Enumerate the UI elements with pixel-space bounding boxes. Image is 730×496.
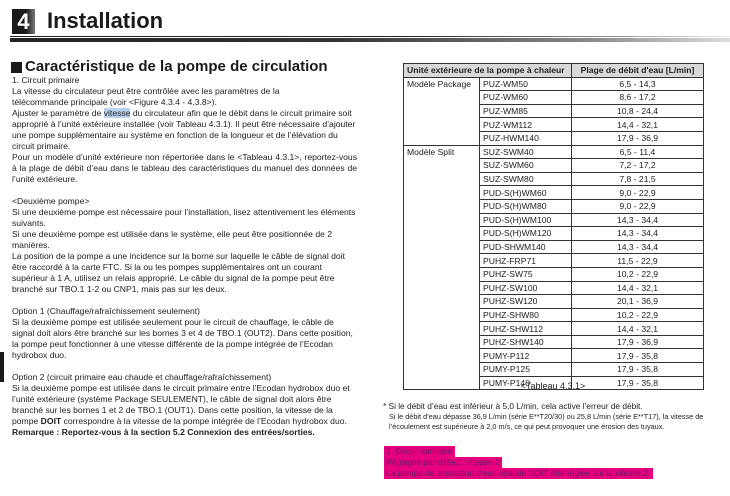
table-header-row [404, 64, 704, 78]
table-cell-range: 17,9 - 36,9 [572, 131, 704, 145]
table-group-label: Modèle Split [404, 145, 480, 390]
left-column-text [12, 75, 357, 438]
table-cell-range: 6,5 - 11,4 [572, 145, 704, 159]
note-erosion: Si le débit d’eau dépasse 36,9 L/min (série E**T20/30) ou 25,8 L/min (série E**T17), la vitesse de l’écoulement est supérieure à 2,0 m/s, ce qui peut provoquer une érosion des tuyaux. [389, 412, 704, 431]
paragraph-6: La position de la pompe a une incidence sur la borne sur laquelle le câble de signal doit être raccordé à la carte FTC. Si la ou les pompes supplémentaires ont un courant supérieur à 1 A, utilisez un relais approprié. Le câble du signal de la pompe peut être branché sur TBO.1 1-2 ou CNP1, mais pas sur les deux. [12, 251, 345, 294]
table-cell-model: PUMY-P125 [480, 363, 572, 377]
table-cell-model: PUD-S(H)WM80 [480, 199, 572, 213]
table-cell-model: PUHZ-SW75 [480, 267, 572, 281]
table-cell-model: PUHZ-FRP71 [480, 254, 572, 268]
table-cell-model: PUHZ-SW120 [480, 295, 572, 309]
header-rule-thick [10, 38, 730, 42]
table-group-label: Modèle Package [404, 77, 480, 145]
option-1-text: Si la deuxième pompe est utilisée seulement pour le circuit de chauffage, le câble de signal doit alors être branché sur les bornes 3 et 4 de TBO.1 (OUT2). Dans cette position, la pompe peut fonctionner à une vitesse différente de la pompe intégrée de l’Ecodan hydrobox duo. [12, 317, 353, 360]
table-cell-range: 10,2 - 22,9 [572, 308, 704, 322]
flow-rate-table [403, 63, 704, 390]
table-header-unit: Unité extérieure de la pompe à chaleur [404, 64, 572, 78]
table-row [404, 145, 704, 159]
table-cell-model: PUMY-P140 [480, 376, 572, 390]
table-cell-range: 14,4 - 32,1 [572, 322, 704, 336]
table-cell-model: PUD-S(H)WM100 [480, 213, 572, 227]
table-cell-range: 17,9 - 35,8 [572, 349, 704, 363]
table-cell-model: SUZ-SWM40 [480, 145, 572, 159]
selected-word-vitesse[interactable]: vitesse [103, 108, 131, 118]
chapter-number-badge: 4 [12, 9, 35, 34]
table-cell-range: 14,3 - 34,4 [572, 213, 704, 227]
table-cell-range: 10,2 - 22,9 [572, 267, 704, 281]
note-flow-error: * Si le débit d’eau est inférieur à 5,0 L/min, cela active l’erreur de débit. [383, 401, 643, 411]
option-2-text [12, 383, 357, 427]
table-cell-model: PUD-S(H)WM60 [480, 186, 572, 200]
paragraph-2 [12, 108, 357, 152]
table-cell-model: PUMY-P112 [480, 349, 572, 363]
paragraph-1-line-1: La vitesse du circulateur peut être contrôlée avec les paramètres de la [12, 86, 280, 96]
table-cell-model: PUD-SHWM140 [480, 240, 572, 254]
table-cell-range: 14,3 - 34,4 [572, 227, 704, 241]
table-cell-model: PUHZ-SHW140 [480, 335, 572, 349]
table-cell-range: 14,3 - 34,4 [572, 240, 704, 254]
section-title: Caractéristique de la pompe de circulation [25, 58, 328, 75]
table-cell-range: 7,8 - 21,5 [572, 172, 704, 186]
table-cell-model: PUD-S(H)WM120 [480, 227, 572, 241]
table-cell-model: PUZ-WM60 [480, 91, 572, 105]
remark: Remarque : Reportez-vous à la section 5.2 Connexion des entrées/sorties. [12, 427, 315, 437]
table-cell-model: SUZ-SWM80 [480, 172, 572, 186]
table-cell-range: 8,6 - 17,2 [572, 91, 704, 105]
paragraph-4: Si une deuxième pompe est nécessaire pour l’installation, lisez attentivement les éléments suivants. [12, 207, 356, 228]
table-cell-model: PUZ-WM50 [480, 77, 572, 91]
section-bullet-icon [11, 62, 22, 73]
option-2-text-post: correspondre à la vitesse de la pompe intégrée de l’Ecodan hydrobox duo. [61, 416, 347, 426]
highlighted-line-default-settings[interactable]: Réglages par défaut: Vitesse 2 [384, 457, 502, 468]
table-cell-range: 17,9 - 36,9 [572, 335, 704, 349]
table-cell-range: 20,1 - 36,9 [572, 295, 704, 309]
table-cell-model: PUHZ-SHW80 [480, 308, 572, 322]
table-cell-range: 7,2 - 17,2 [572, 159, 704, 173]
option-2-text-pre: Si la deuxième pompe est utilisée dans le circuit primaire entre l’Ecodan hydrobox duo et l’unité extérieure (système Package SEULEMENT), le câble de signal doit alors être branché sur les bornes 1 et 2 de TBO.1 (OUT1). Dans cette position, la vitesse de la pompe [12, 383, 350, 426]
table-cell-model: PUHZ-SHW112 [480, 322, 572, 336]
chapter-title: Installation [47, 8, 164, 33]
table-cell-range: 14,4 - 32,1 [572, 281, 704, 295]
highlighted-line-circuit-sanitaire[interactable]: 2. Circuit sanitaire [384, 446, 455, 457]
table-cell-range: 10,8 - 24,4 [572, 104, 704, 118]
paragraph-1-line-2: télécommande principale (voir <Figure 4.3.4 - 4.3.8>). [12, 97, 217, 107]
paragraph-2-post: du circulateur afin que le débit dans le circuit primaire soit approprié à l’unité extérieure installée (voir Tableau 4.3.1). Il peut être nécessaire d’ajouter une pompe supplémentaire au système en fonction de la longueur et de l’élévation du circuit primaire. [12, 108, 356, 151]
page-edge-tab [0, 352, 4, 382]
table-header-range: Plage de débit d'eau [L/min] [572, 64, 704, 78]
table-cell-range: 9,0 - 22,9 [572, 199, 704, 213]
table-cell-model: PUZ-HWM140 [480, 131, 572, 145]
deuxieme-pompe-heading: <Deuxième pompe> [12, 196, 90, 206]
table-row [404, 77, 704, 91]
circuit-primaire-heading: 1. Circuit primaire [12, 75, 80, 85]
table-cell-range: 17,9 - 35,8 [572, 363, 704, 377]
table-cell-range: 11,5 - 22,9 [572, 254, 704, 268]
table-cell-model: PUZ-WM112 [480, 118, 572, 132]
paragraph-3: Pour un modèle d’unité extérieure non répertoriée dans le <Tableau 4.3.1>, reportez-vous à la plage de débit d’eau dans le tableau des caractéristiques du manuel des données de l’unité extérieure. [12, 152, 357, 184]
table-cell-range: 6,5 - 14,3 [572, 77, 704, 91]
table-cell-model: PUHZ-SW100 [480, 281, 572, 295]
highlighted-block [384, 446, 653, 479]
paragraph-5: Si une deuxième pompe est utilisée dans le système, elle peut être positionnée de 2 manières. [12, 229, 333, 250]
table-cell-model: SUZ-SWM60 [480, 159, 572, 173]
table-cell-range: 17,9 - 35,8 [572, 376, 704, 390]
paragraph-2-pre: Ajuster le paramètre de [12, 108, 104, 118]
table-cell-model: PUZ-WM85 [480, 104, 572, 118]
highlighted-line-speed-requirement[interactable]: La pompe de circulation d’eau chaude DOIT être réglée sur la vitesse 2. [384, 468, 653, 479]
option-1-heading: Option 1 (Chauffage/rafraîchissement seulement) [12, 306, 201, 316]
header-rule-thin [10, 36, 730, 37]
option-2-heading: Option 2 (circuit primaire eau chaude et chauffage/rafraîchissement) [12, 372, 272, 382]
table-cell-range: 14,4 - 32,1 [572, 118, 704, 132]
table-caption: <Tableau 4.3.1> [520, 381, 586, 391]
option-2-text-bold: DOIT [40, 416, 62, 426]
table-cell-range: 9,0 - 22,9 [572, 186, 704, 200]
